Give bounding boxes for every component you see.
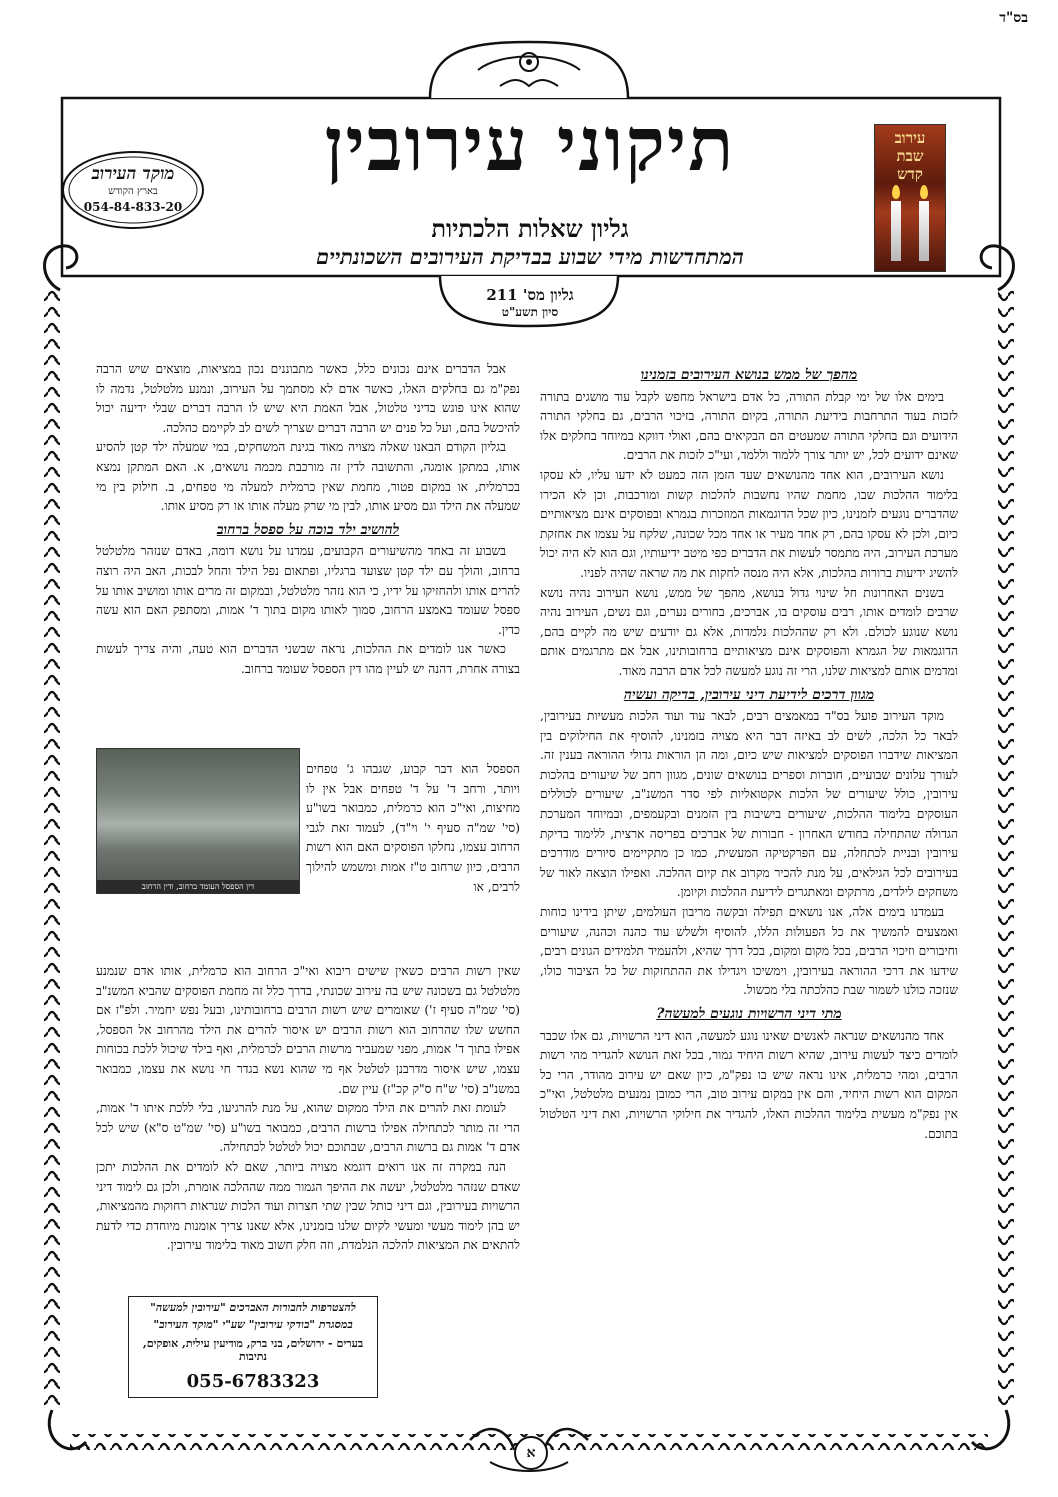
advert-line-1: להצטרפות לחבורות האברכים "עירובין למעשה"	[150, 1301, 356, 1314]
left-column-wrap-text	[306, 760, 520, 897]
bench-photo	[96, 748, 300, 894]
flame-icon	[892, 185, 900, 199]
right-column-heading: מהפך של ממש בנושא העירובים בזמנינו	[640, 367, 858, 383]
masthead-tagline: המתחדשות מידי שבוע בבדיקת העירובים השכונתיים	[316, 244, 744, 269]
bsd-label: בס"ד	[999, 10, 1028, 26]
left-column-top	[96, 360, 520, 680]
masthead-title: תיקוני עירובין	[324, 102, 736, 188]
left-column-paragraph: הנה במקרה זה אנו רואים דוגמא מצויה ביותר, שאם לא לומדים את ההלכות יתכן שאדם שנזהר מלטלטל, יעשה את ההיפך הגמור ממה שההלכה אומרת, ולכן גם לימוד דיני הרשויות בעירובין, וגם דיני כותל שבין שתי חצרות ועוד הלכות שנראות רחוקות מהמציאות, יש בהן לימוד מעשי ומעשי לקיום שלנו בזמנינו, אלא שאנו צריך אומנות מיוחדת כדי לדעת להתאים את המציאות להלכה הנלמדת, וזה חלק חשוב מאוד בלימוד עירובין.	[96, 1159, 520, 1253]
right-column-paragraph: נושא העירובים, הוא אחד מהנושאים שעד הזמן הזה כמעט לא ידעו עליו, לא עסקו בלימוד ההלכות שבו, מחמת שהיו נחשבות להלכות קשות ומורכבות, וכן לא הכירו שהדברים נוגעים לזמנינו, כיון שכל הדוגמאות המוזכרות בגמרא ובפוסקים אינם מציאותיים כיום, ולכן לא עסקו בהם, רק אחד מעיר או אחד מכל שכונה, שלקח על עצמו את אחזקת מערכת העירוב, היה מתמסר לעשות את הדברים כפי מיטב ידיעותיו, וגם הוא לא היה יכול להשיג ידיעות ברורות בהלכות, אלא היה מנסה לחקות את מה שראה שהיה לפניו.	[540, 467, 958, 580]
right-column-paragraph: מוקד העירוב פועל בס"ד במאמצים רבים, לבאר עוד ועוד הלכות מעשיות בעירובין, לבאר כל הלכה, לשים לב באיזה דבר היא מצויה בזמנינו, להוסיף את החילוקים בין המציאות שידברו הפוסקים למציאות שיש כיום, ומה הן הוראות גדולי ההוראה בענין זה. לעורך עלונים שבועיים, חוברות וספרים בנושאים שונים, מגוון רחב של שיעורים בהלכות עירובין, כולל שיעורים של הלכות אקטואליות לפי סדר המשנ"ב, שיעורים לכוללים העוסקים בלימוד ההלכות, שיעורים בישיבות בין הזמנים ובקעמפים, ובמיוחד המערכת הגדולה שהתחילה בחודש האחרון - חבורות של אברכים בפריסה ארצית, ללימוד בדיקת עירובין ובניית לכתחלה, עם הפרקטיקה המעשית, כמו כן מתקיימים סיורים מודרכים בעירובים לכל הגילאים, על מנת להכיר מקרוב את קיום ההלכה. ואפילו הוצאה לאור של משחקים לילדים, מרתקים ומאתגרים לידיעת ההלכות וקיומן.	[540, 709, 958, 900]
advert-line-3: בערים - ירושלים, בני ברק, מודיעין עילית, אופקים, נתיבות	[142, 1337, 364, 1363]
right-column-heading: מתי דיני הרשויות נוגעים למעשה?	[656, 1006, 842, 1022]
candle-icon	[919, 201, 929, 261]
shabbat-logo-image	[874, 124, 946, 272]
candle-icon	[891, 201, 901, 261]
left-column-paragraph: לעומת זאת להרים את הילד ממקום שהוא, על מנת להרגיעו, בלי ללכת איתו ד' אמות, הרי זה מותר לכתחילה אפילו ברשות הרבים, כמבואר בשו"ע (סי' שמ"ט ס"א) שיש לכל אדם ד' אמות גם ברשות הרבים, שבתוכם יכול לטלטל לכתחילה.	[96, 1101, 520, 1155]
left-column-bottom	[96, 962, 520, 1256]
page-number: א	[514, 1436, 548, 1470]
advert-line-2: במסגרת "בודקי עירובין" שע"י "מוקד העירוב"	[153, 1318, 353, 1331]
logo-word-3: קדש	[897, 165, 923, 183]
logo-word-2: שבת	[896, 147, 924, 165]
wrap-paragraph: הספסל הוא דבר קבוע, שגבהו ג' טפחים ויותר, ורחב ד' על ד' טפחים אבל אין לו מחיצות, ואי"כ הוא כרמלית, כמבואר בשו"ע (סי' שמ"ה סעיף י' וי"ד), לעמוד זאת לגבי הרחוב עצמו, נחלקו הפוסקים האם הוא רשות הרבים, כיון שרחוב ט"ז אמות ומשמש להילוך לרבים, או	[306, 762, 520, 894]
eruv-hotline-badge	[62, 150, 204, 228]
left-column-paragraph: אבל הדברים אינם נכונים כלל, כאשר מתבוננים נכון במציאות, מוצאים שיש הרבה נפק"מ גם בחלקים האלו, כאשר אדם לא מסתמך על העירוב, ונמנע מלטלטל, נדמה לו שהוא אינו פוגש בדיני טלטול, אבל האמת היא שיש לו הרבה דברים שבלי ידיעה יכול להיכשל בהם, ועל כל פנים יש הרבה דברים שצריך לשים לב לקיימם כהלכה.	[96, 362, 520, 435]
right-column-heading: מגוון דרכים לידיעת דיני עירובין, בדיקה ועשיה	[623, 686, 875, 703]
badge-title: מוקד העירוב	[91, 164, 175, 184]
masthead-subtitle: גליון שאלות הלכתיות	[431, 214, 629, 243]
advert-box	[128, 1296, 378, 1398]
advert-phone: 055-6783323	[186, 1371, 320, 1392]
left-column-paragraph: בגליון הקודם הבאנו שאלה מצויה מאוד בגינת המשחקים, במי שמעלה ילד קטן להסיע אותו, במתקן אומגה, והתשובה לדין זה מורכבת מכמה נושאים, א. האם המתקן נמצא בכרמלית, או במקום פטור, מחמת שאין כרמלית למעלה מי טפחים, ב. חילוק בין מי שמעלה את הילד וגם מסיע אותו, לבין מי שרק מעלה אותו או רק מסיע אותו.	[96, 440, 520, 514]
right-column-paragraph: בשנים האחרונות חל שינוי גדול בנושא, מהפך של ממש, נושא העירוב נהיה נושא שרבים לומדים אותו, רבים עוסקים בו, אברכים, בחורים נערים, וגם נשים, העירוב נהיה נושא שנוגע לכולם. ולא רק שההלכות נלמדות, אלא גם יודעים שיש מה לקיים בהם, הדוגמאות של הגמרא והפוסקים אינם מציאותיים ברחובותינו, אבל אם מתרגמים אותם ומדמים אותם למציאות שלנו, הרי זה נוגע למעשה לכל אדם הרבה מאוד.	[540, 585, 958, 678]
left-column-paragraph: בשבוע זה באחד מהשיעורים הקבועים, עמדנו על נושא דומה, באדם שנזהר מלטלטל ברחוב, והולך עם ילד קטן שצועד ברגליו, ופתאום נפל הילד והחל לבכות, האב היה רוצה להרים אותו ולהחזיקו על ידיו, כי הוא נזהר מלטלטל, ובמקום זה מרים אותו ומושיב אותו על ספסל שעומד באמצע הרחוב, סמוך לאותו מקום בתוך ד' אמות, ומסתפק האם הוא עשה כדין.	[96, 544, 520, 637]
left-column-paragraph: כאשר אנו לומדים את ההלכות, נראה שבשני הדברים הוא טעה, והיה צריך לעשות בצורה אחרת, דהנה יש לעיין מהו דין הספסל שעומד ברחוב.	[96, 642, 520, 676]
right-column-paragraph: אחד מהנושאים שנראה לאנשים שאינו נוגע למעשה, הוא דיני הרשויות, גם אלו שכבר לומדים כיצד לעשות עירוב, שהיא רשות היחיד גמור, בכל זאת הנושא להגדיר מהי רשות הרבים, ומהי כרמלית, אינו נראה שיש בו נפק"מ, כיון שאם יש עירוב מהודר, הרי כל המקום הוא רשות היחיד, והם אין במקום עירוב טוב, הרי כמובן נמנעים מלטלטל, ואי"כ אין נפק"מ מעשית בלימוד ההלכות האלו, להגדיר את חילוקי הרשויות, ואת דיני הטלטול בתוכם.	[540, 1028, 958, 1141]
right-column-paragraph: בימים אלו של ימי קבלת התורה, כל אדם בישראל מחפש לקבל עוד מושגים בתורה לזכות בעוד התרחבות בידיעת התורה, בקיום התורה, בזיכוי הרבים, גם בחלקי התורה הידועים וגם בחלקי התורה שמעטים הם הבקיאים בהם, ואולי דווקא במיוחד בחלקים אלו שאינם ידועים לכל, יש יותר צורך ללמוד וללמד, ועי"כ לזכות את הרבים.	[540, 389, 958, 463]
issue-info	[430, 286, 630, 320]
logo-word-1: עירוב	[894, 129, 926, 147]
flame-icon	[920, 185, 928, 199]
badge-phone: 054-84-833-20	[83, 200, 183, 214]
left-column-paragraph: שאין רשות הרבים כשאין שישים ריבוא ואי"כ הרחוב הוא כרמלית, אותו אדם שנמנע מלטלטל גם בשכונה שיש בה עירוב שכונתי, בדרך כלל זה מחמת הפוסקים שהביא המשנ"ב (סי' שמ"ה סעיף ז') שאומרים שיש רשות הרבים ברחובותינו, ובעל נפש יחמיר. ולפ"ז אם החשש שלו שהרחוב הוא רשות הרבים יש איסור להרים את הילד מהרחוב אל הספסל, אפילו בתוך ד' אמות, מפני שמעביר מרשות הרבים לכרמלית, ואף בילד שיכול ללכת בכוחות עצמו, שיש איסור מדרבנן לטלטל אף מי שהוא נשא בגדר חי נושא את עצמו, כמבואר במשנ"ב (סי' ש"ח ס"ק קכ"ז) עיין שם.	[96, 964, 520, 1096]
issue-number: גליון מס' 211	[486, 286, 574, 304]
left-column-heading: להושיב ילד בוכה על ספסל ברחוב	[216, 521, 400, 538]
right-column-paragraph: בעמדנו בימים אלה, אנו נושאים תפילה ובקשה מריבון העולמים, שיתן בידינו כוחות ואמצעים להמשיך את כל הפעולות הללו, להוסיף ולשלש עוד כהנה וכהנה, שיעורים וחיבורים וזיכוי הרבים, בכל מקום ומקום, בכל דרך שהיא, ולהעמיד תלמידים הגונים רבים, שידעו את דרכי ההוראה בעירובין, וימשיכו ויגדילו את ההתחזקות של כל הציבור כולו, שנזכה כולנו לשמור שבת כהלכתה בלי מכשול.	[540, 905, 958, 998]
photo-caption: דין הספסל העומד ברחוב, ודין הרחוב	[97, 880, 299, 893]
right-column	[540, 362, 958, 1144]
issue-date: סיון תשע"ט	[501, 305, 559, 319]
badge-subtitle: בארץ הקודש	[108, 186, 158, 197]
